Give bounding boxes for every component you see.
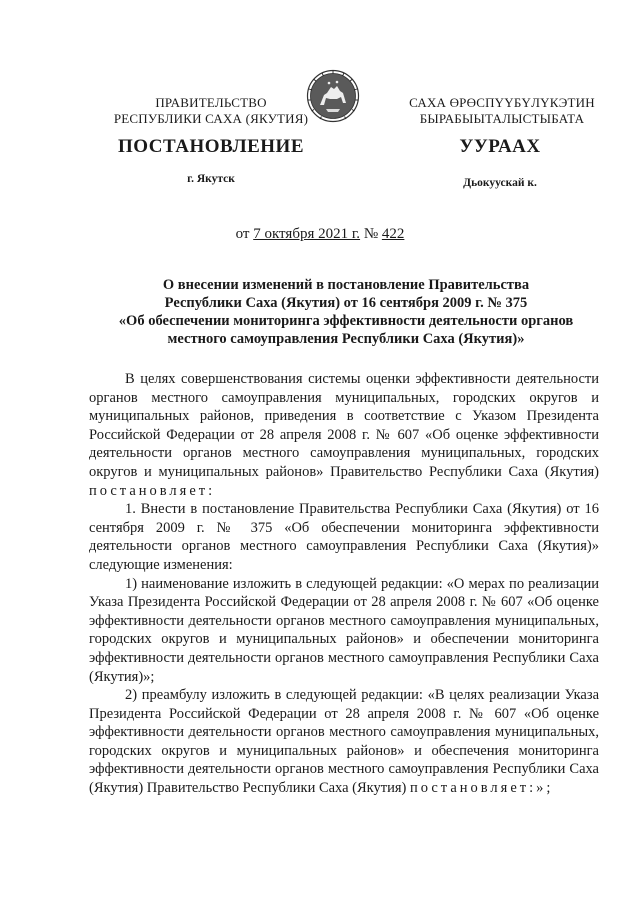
document-body — [89, 370, 599, 798]
document-date: 7 октября 2021 г. — [253, 226, 361, 242]
org-name-russian-line2: РЕСПУБЛИКИ САХА (ЯКУТИЯ) — [113, 111, 309, 126]
org-name-russian — [96, 95, 326, 127]
date-number-line — [0, 226, 640, 243]
document-title-line3: «Об обеспечении мониторинга эффективности деятельности органов — [118, 313, 574, 329]
document-title-line2: Республики Саха (Якутия) от 16 сентября 2009 г. № 375 — [164, 295, 528, 311]
document-title — [96, 276, 596, 348]
org-name-russian-line1: ПРАВИТЕЛЬСТВО — [155, 95, 267, 110]
coat-of-arms-emblem-icon — [306, 69, 360, 123]
doc-type-sakha: УУРААХ — [459, 136, 541, 157]
city-russian: г. Якутск — [187, 173, 235, 185]
paragraph-preamble — [89, 370, 599, 500]
resolution-word: постановляет: — [89, 482, 216, 499]
city-sakha: Дьокуускай к. — [463, 177, 537, 189]
paragraph-item-1: 1. Внести в постановление Правительства Республики Саха (Якутия) от 16 сентября 2009 г. № 375 «Об обеспечении мониторинга эффективности деятельности органов местного самоуправления Республики Саха (Якутия)» следующие изменения: — [89, 501, 599, 573]
org-name-sakha-line2: БЫРАБЫЫТАЛЫСТЫБАТА — [419, 111, 585, 126]
resolution-word-quoted: постановляет:»; — [410, 780, 554, 797]
paragraph-subitem-2-text: 2) преамбулу изложить в следующей редакции: «В целях реализации Указа Президента Российской Федерации от 28 апреля 2008 г. № 607 «Об оценке эффективности деятельности органов местного самоуправления муниципальных, городских округов и муниципальных районов» и обеспечения мониторинга эффективности деятельности органов местного самоуправления Республики Саха (Якутия) Правительство Республики Саха (Якутия) — [89, 687, 599, 797]
doc-type-russian: ПОСТАНОВЛЕНИЕ — [117, 136, 305, 157]
paragraph-preamble-text: В целях совершенствования системы оценки эффективности деятельности органов местного самоуправления муниципальных, городских округов и муниципальных районов, приведения в соответствие с Указом Президента Российской Федерации от 28 апреля 2008 г. № 607 «Об оценке эффективности деятельности органов местного самоуправления муниципальных, городских округов и муниципальных районов» Правительство Республики Саха (Якутия) — [89, 371, 599, 480]
org-name-sakha-line1: САХА ӨРӨСПҮҮБҮЛҮКЭТИН — [409, 95, 595, 110]
document-number: 422 — [381, 226, 405, 242]
document-title-line4: местного самоуправления Республики Саха (Якутия)» — [167, 331, 525, 347]
document-title-line1: О внесении изменений в постановление Правительства — [162, 277, 530, 293]
date-prefix: от — [235, 226, 254, 242]
paragraph-subitem-2 — [89, 686, 599, 798]
number-prefix: № — [360, 226, 382, 242]
paragraph-subitem-1: 1) наименование изложить в следующей редакции: «О мерах по реализации Указа Президента Российской Федерации от 28 апреля 2008 г. № 607 «Об оценке эффективности деятельности органов местного самоуправления муниципальных, городских округов и муниципальных районов» и обеспечении мониторинга эффективности деятельности органов местного самоуправления Республики Саха (Якутия)»; — [89, 575, 599, 685]
org-name-sakha — [372, 95, 632, 127]
